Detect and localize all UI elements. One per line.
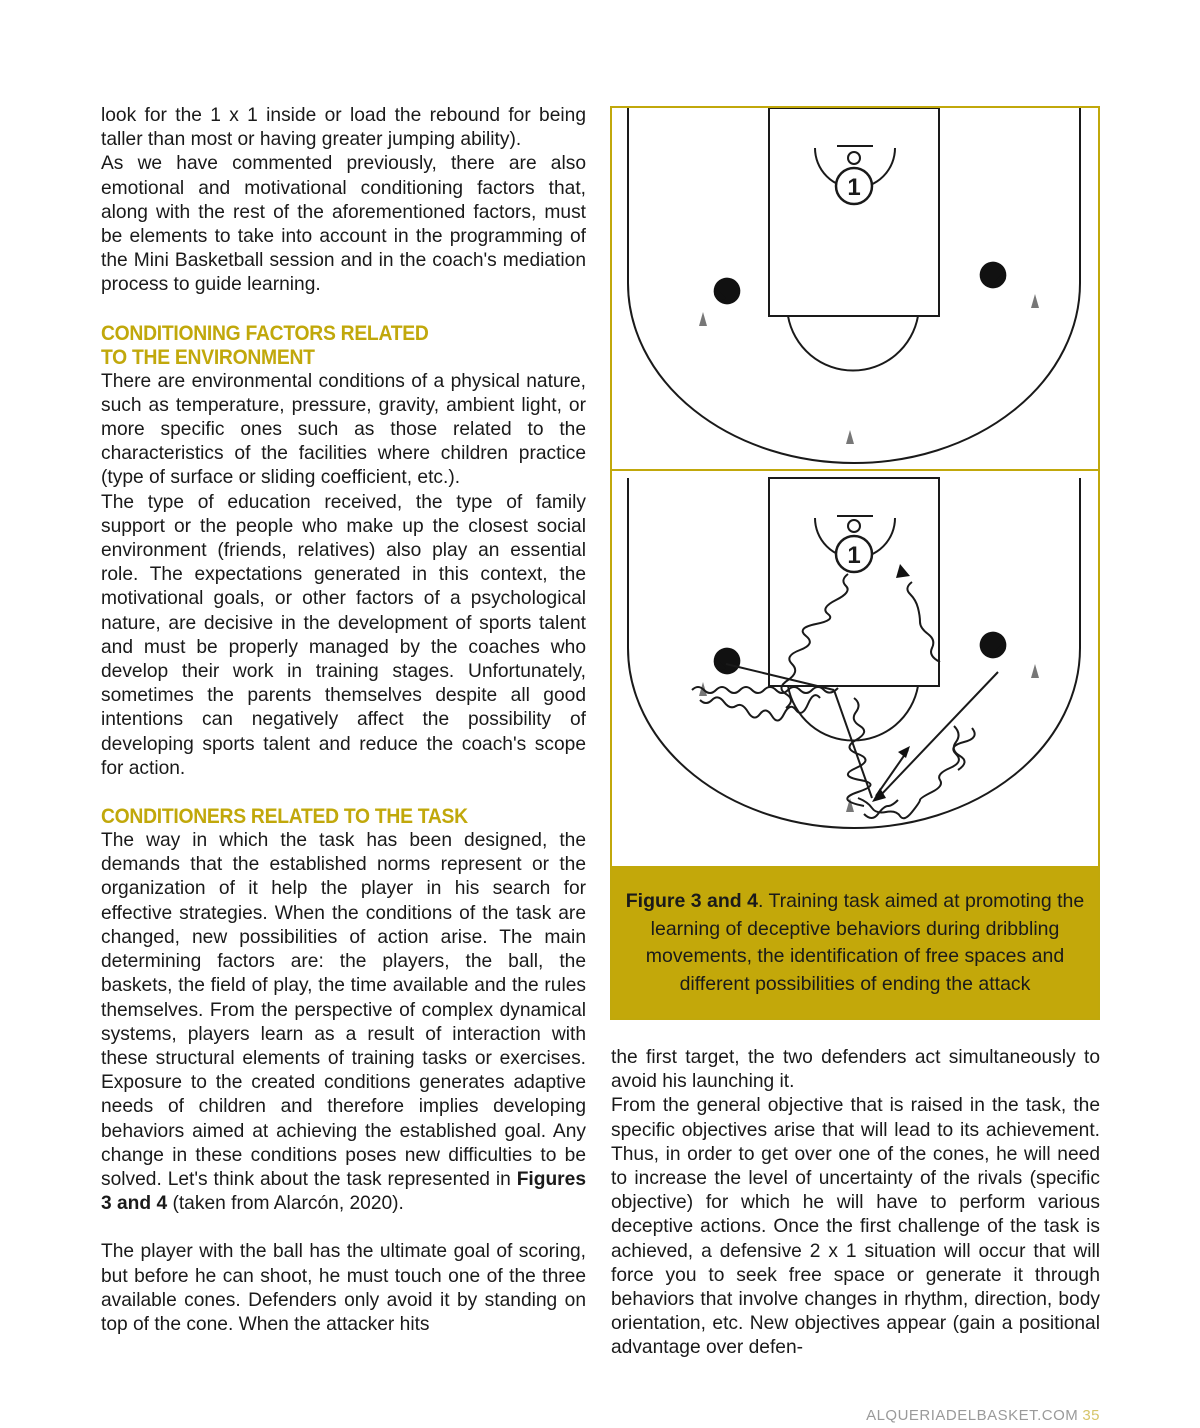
paragraph-task: The way in which the task has been designed, the demands that the established norms represent or the organization of it help the player in his search for effective strategies. When the conditions of the task are changed, new possibilities of action arise. The main determining factors are: the players, the ball, the baskets, the field of play, the time available and the rules themselves. From the perspective of complex dynamical systems, players learn as a result of interaction with these structural elements of training tasks or exercises. Exposure to the created conditions generates adaptive needs of children and therefore implies developing behaviors aimed at achieving the established goal. Any change in these conditions poses new difficulties to be solved. Let's think about the task represented in Figures 3 and 4 (taken from Alarcón, 2020). <box>101 830 586 1215</box>
paragraph-player: The player with the ball has the ultimate goal of scoring, but before he can shoot, he must touch one of the three available cones. Defenders only avoid it by standing on top of the cone. When the attacker hits <box>101 1241 586 1335</box>
player-label-bottom: 1 <box>847 542 861 569</box>
paragraph-emotional: As we have commented previously, there are also emotional and motivational conditioning factors that, along with the rest of the aforementioned factors, must be elements to take into account in the programming of the Mini Basketball session and in the coach's mediation process to guide learning. <box>101 153 586 296</box>
figure-court-diagrams <box>610 106 1100 1020</box>
paragraph-education: The type of education received, the type of family support or the people who make up the closest social environment (friends, relatives) also play an essential role. The expectations generated in this context, the motivational goals, or other factors of a psychological nature, are decisive in the development of sports talent and must be properly managed by the coaches who develop their work in training stages. Unfortunately, sometimes the parents themselves despite all good intentions can negatively affect the possibility of developing sports talent and reduce the coach's scope for action. <box>101 491 586 779</box>
player-label-top: 1 <box>847 174 861 201</box>
heading-task: CONDITIONERS RELATED TO THE TASK <box>101 805 468 829</box>
left-column <box>101 104 586 1337</box>
court-diagrams <box>612 108 1098 864</box>
footer-site: ALQUERIADELBASKET.COM <box>866 1407 1079 1424</box>
paragraph-objectives: From the general objective that is raised in the task, the specific objectives arise that will lead to its achievement. Thus, in order to get over one of the cones, he will need to increase the level of uncertainty of the rivals (specific objective) for which he will have to perform various deceptive actions. Once the first challenge of the task is achieved, a defensive 2 x 1 situation will occur that will force you to seek free space or generate it through behaviors that involve changes in rhythm, direction, body orientation, etc. New objectives appear (gain a positional advantage over defen- <box>611 1095 1100 1359</box>
heading-environment: CONDITIONING FACTORS RELATED TO THE ENVIRONMENT <box>101 321 429 369</box>
page-footer <box>866 1407 1100 1424</box>
paragraph-intro: look for the 1 x 1 inside or load the rebound for being taller than most or having greater jumping ability). <box>101 105 586 151</box>
right-column <box>611 1046 1100 1361</box>
figure-caption: Figure 3 and 4. Training task aimed at promoting the learning of deceptive behaviors during dribbling movements, the identification of free spaces and different possibilities of ending the attack <box>612 868 1098 1018</box>
paragraph-environment: There are environmental conditions of a physical nature, such as temperature, pressure, gravity, ambient light, or more specific ones such as those related to the characteristics of the facilities where children practice (type of surface or sliding coefficient, etc.). <box>101 370 586 489</box>
page-number: 35 <box>1082 1407 1100 1424</box>
paragraph-first-target: the first target, the two defenders act simultaneously to avoid his launching it. <box>611 1047 1100 1093</box>
